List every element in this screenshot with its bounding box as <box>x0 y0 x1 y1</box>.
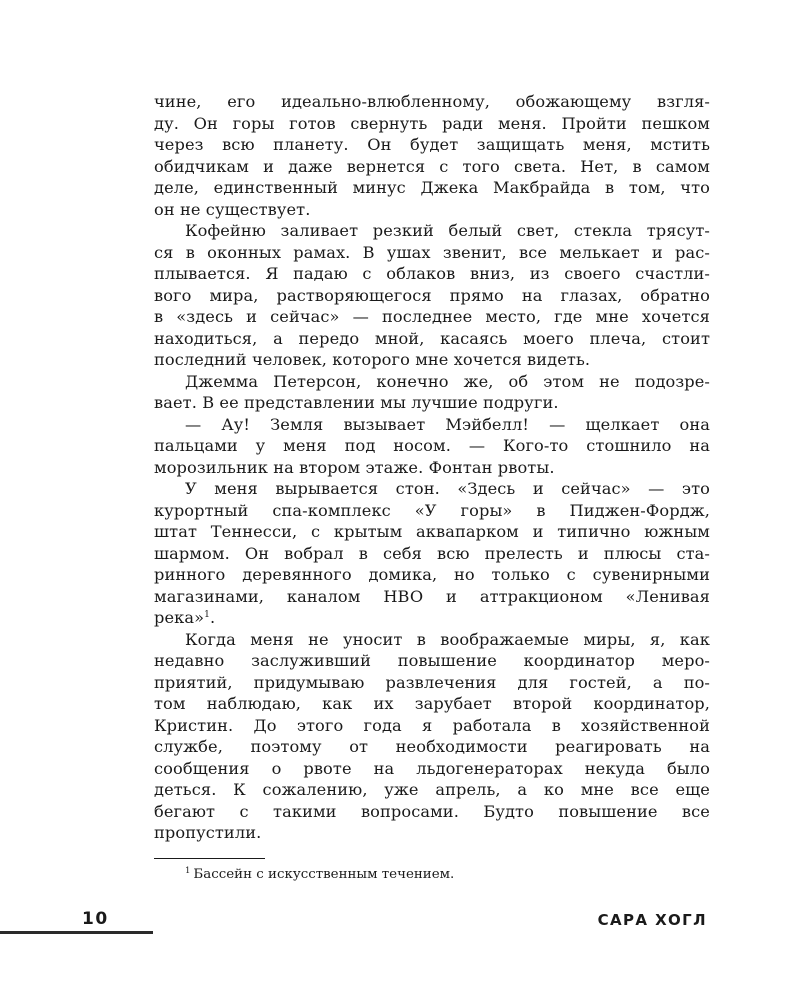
text-line-content: приятий, придумываю развлечения для гостей, а по- <box>154 672 710 692</box>
text-line <box>154 801 710 823</box>
text-line-punctuation: . <box>209 608 216 627</box>
text-line-content: ринного деревянного домика, но только с сувенирными <box>154 565 710 584</box>
text-line-content: — Ау! Земля вызывает Мэйбелл! — щелкает она <box>185 414 710 434</box>
text-line-content: через всю планету. Он будет защищать меня, мстить <box>154 135 710 154</box>
footnote-divider <box>154 858 265 859</box>
footnote-reference: 1 <box>204 610 210 620</box>
text-line <box>154 693 710 715</box>
text-line <box>154 328 710 350</box>
text-line <box>154 822 710 844</box>
text-line <box>154 715 710 737</box>
text-line <box>154 758 710 780</box>
page-number: 10 <box>82 909 109 929</box>
text-line <box>154 672 710 694</box>
body-text <box>154 91 710 844</box>
text-line <box>154 177 710 199</box>
text-line <box>154 543 710 565</box>
text-line-content: находиться, а передо мной, касаясь моего плеча, стоит <box>154 328 710 348</box>
text-line <box>154 521 710 543</box>
text-line-content: морозильник на втором этаже. Фонтан рвоты. <box>154 457 555 477</box>
footnote-text: Бассейн с искусственным течением. <box>193 867 455 882</box>
text-line-content: Когда меня не уносит в воображаемые миры, я, как <box>185 629 710 649</box>
text-line <box>154 736 710 758</box>
text-line <box>154 199 710 221</box>
text-line-content: недавно заслуживший повышение координатор меро- <box>154 651 710 670</box>
text-line-content: в «здесь и сейчас» — последнее место, где мне хочется <box>154 307 710 326</box>
text-line-content: курортный спа-комплекс «У горы» в Пиджен-Фордж, <box>154 500 710 520</box>
text-line-content: вает. В ее представлении мы лучшие подруги. <box>154 393 559 412</box>
text-line-content: река» <box>154 608 205 627</box>
text-line <box>154 156 710 178</box>
text-line-content: ду. Он горы готов свернуть ради меня. Пройти пешком <box>154 113 710 133</box>
text-line-content: ся в оконных рамах. В ушах звенит, все мелькает и рас- <box>154 242 710 262</box>
text-line-content: Кристин. До этого года я работала в хозяйственной <box>154 715 710 735</box>
text-line-content: У меня вырывается стон. «Здесь и сейчас» — это <box>185 479 710 498</box>
text-line-content: он не существует. <box>154 199 311 219</box>
text-line <box>154 586 710 608</box>
text-line <box>154 607 710 629</box>
text-line <box>154 392 710 414</box>
text-line <box>154 349 710 371</box>
text-line-content: последний человек, которого мне хочется видеть. <box>154 350 591 369</box>
running-head-author: САРА ХОГЛ <box>597 911 707 929</box>
text-line-content: пальцами у меня под носом. — Кого-то стошнило на <box>154 436 710 455</box>
text-line-content: плывается. Я падаю с облаков вниз, из своего счастли- <box>154 264 710 283</box>
text-line <box>154 134 710 156</box>
text-line-content: бегают с такими вопросами. Будто повышение все <box>154 801 710 821</box>
text-line-content: чине, его идеально-влюбленному, обожающему взгля- <box>154 92 710 111</box>
text-line <box>154 564 710 586</box>
footnote-number: 1 <box>185 866 191 876</box>
text-line <box>154 242 710 264</box>
text-line <box>154 629 710 651</box>
text-line-content: сообщения о рвоте на льдогенераторах некуда было <box>154 758 710 778</box>
text-line <box>154 650 710 672</box>
text-line <box>154 414 710 436</box>
text-line-content: Джемма Петерсон, конечно же, об этом не подозре- <box>185 371 710 391</box>
text-line <box>154 478 710 500</box>
text-line-content: вого мира, растворяющегося прямо на глазах, обратно <box>154 285 710 305</box>
text-line-content: Кофейню заливает резкий белый свет, стекла трясут- <box>185 221 710 240</box>
text-line <box>154 285 710 307</box>
text-line-content: шармом. Он вобрал в себя всю прелесть и плюсы ста- <box>154 543 710 563</box>
text-line <box>154 779 710 801</box>
text-line-content: службе, поэтому от необходимости реагировать на <box>154 737 710 756</box>
page-number-rule <box>0 931 153 934</box>
text-line <box>154 306 710 328</box>
text-line <box>154 457 710 479</box>
text-line <box>154 500 710 522</box>
text-line-content: штат Теннесси, с крытым аквапарком и типично южным <box>154 522 710 541</box>
text-line-content: деться. К сожалению, уже апрель, а ко мне все еще <box>154 780 710 799</box>
text-line <box>154 91 710 113</box>
footnote <box>185 866 454 884</box>
text-line-content: магазинами, каналом HBO и аттракционом «Ленивая <box>154 586 710 606</box>
text-line-content: том наблюдаю, как их зарубает второй координатор, <box>154 694 710 713</box>
text-line-content: деле, единственный минус Джека Макбрайда в том, что <box>154 178 710 197</box>
text-line <box>154 371 710 393</box>
text-line-content: пропустили. <box>154 823 262 842</box>
text-line <box>154 220 710 242</box>
text-line <box>154 435 710 457</box>
text-line-content: обидчикам и даже вернется с того света. Нет, в самом <box>154 156 710 176</box>
text-line <box>154 113 710 135</box>
text-line <box>154 263 710 285</box>
